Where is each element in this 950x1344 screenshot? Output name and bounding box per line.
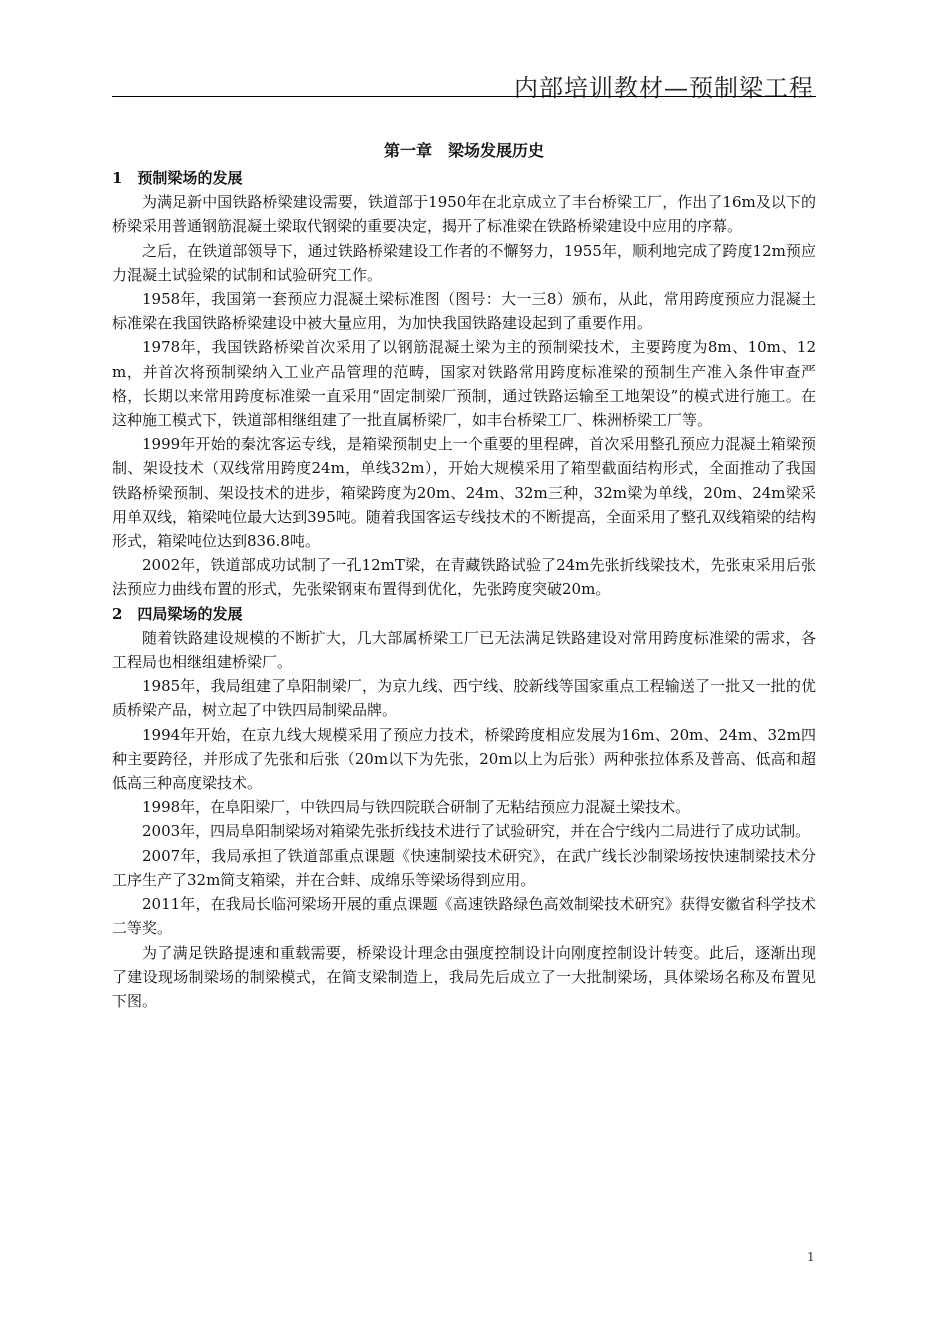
paragraph: 为了满足铁路提速和重载需要，桥梁设计理念由强度控制设计向刚度控制设计转变。此后，逐渐出现了建设现场制梁场的制梁模式，在简支梁制造上，我局先后成立了一大批制梁场，具体梁场名称及布置见下图。	[112, 943, 816, 1010]
paragraph: 1994年开始，在京九线大规模采用了预应力技术，桥梁跨度相应发展为16m、20m、24m、32m四种主要跨径，并形成了先张和后张（20m以下为先张，20m以上为后张）两种张拉体系及普高、低高和超低高三种高度梁技术。	[112, 725, 816, 793]
paragraph: 之后，在铁道部领导下，通过铁路桥梁建设工作者的不懈努力，1955年，顺利地完成了跨度12m预应力混凝土试验梁的试制和试验研究工作。	[112, 241, 816, 284]
section-fourth-bureau-yard-development	[112, 602, 816, 1013]
document-body	[112, 140, 816, 1013]
chapter-title: 第一章 梁场发展历史	[383, 141, 544, 160]
paragraph: 为满足新中国铁路桥梁建设需要，铁道部于1950年在北京成立了丰台桥梁工厂，作出了16m及以下的桥梁采用普通钢筋混凝土梁取代钢梁的重要决定，揭开了标准梁在铁路桥梁建设中应用的序幕。	[112, 193, 816, 236]
paragraph: 2003年，四局阜阳制梁场对箱梁先张折线技术进行了试验研究，并在合宁线内二局进行了成功试制。	[142, 822, 811, 841]
section-precast-yard-development	[112, 166, 816, 602]
paragraph: 2002年，铁道部成功试制了一孔12mT梁，在青藏铁路试验了24m先张折线梁技术，先张束采用后张法预应力曲线布置的形式，先张梁钢束布置得到优化，先张跨度突破20m。	[112, 556, 816, 599]
paragraph: 随着铁路建设规模的不断扩大，几大部属桥梁工厂已无法满足铁路建设对常用跨度标准梁的需求，各工程局也相继组建桥梁厂。	[112, 628, 816, 672]
paragraph: 1998年，在阜阳梁厂，中铁四局与铁四院联合研制了无粘结预应力混凝土梁技术。	[142, 798, 691, 817]
header-divider	[112, 96, 816, 97]
paragraph: 1999年开始的秦沈客运专线，是箱梁预制史上一个重要的里程碑，首次采用整孔预应力混凝土箱梁预制、架设技术（双线常用跨度24m，单线32m），开始大规模采用了箱型截面结构形式，全面推动了我国铁路桥梁预制、架设技术的进步，箱梁跨度为20m、24m、32m三种，32m梁为单线，20m、24m梁采用单双线，箱梁吨位最大达到395吨。随着我国客运专线技术的不断提高，全面采用了整孔双线箱梁的结构形式，箱梁吨位达到836.8吨。	[112, 435, 816, 551]
paragraph: 2007年，我局承担了铁道部重点课题《快速制梁技术研究》，在武广线长沙制梁场按快速制梁技术分工序生产了32m简支箱梁，并在合蚌、成绵乐等梁场得到应用。	[112, 846, 816, 889]
paragraph: 1958年，我国第一套预应力混凝土梁标准图（图号：大一三8）颁布，从此，常用跨度预应力混凝土标准梁在我国铁路桥梁建设中被大量应用，为加快我国铁路建设起到了重要作用。	[112, 290, 816, 333]
paragraph: 1985年，我局组建了阜阳制梁厂，为京九线、西宁线、胶新线等国家重点工程输送了一批又一批的优质桥梁产品，树立起了中铁四局制梁品牌。	[112, 677, 816, 720]
paragraph: 2011年，在我局长临河梁场开展的重点课题《高速铁路绿色高效制梁技术研究》获得安徽省科学技术二等奖。	[112, 895, 816, 938]
page-number: 1	[807, 1250, 815, 1264]
paragraph: 1978年，我国铁路桥梁首次采用了以钢筋混凝土梁为主的预制梁技术，主要跨度为8m、10m、12m，并首次将预制梁纳入工业产品管理的范畴，国家对铁路常用跨度标准梁的预制生产准入条件审查严格，长期以来常用跨度标准梁一直采用“固定制梁厂预制，通过铁路运输至工地架设”的模式进行施工。在这种施工模式下，铁道部相继组建了一批直属桥梁厂，如丰台桥梁工厂、株洲桥梁工厂等。	[112, 338, 816, 430]
section-heading: 2 四局梁场的发展	[112, 604, 243, 623]
section-heading: 1 预制梁场的发展	[112, 169, 243, 187]
document-header-title: 内部培训教材—预制梁工程	[514, 74, 814, 102]
